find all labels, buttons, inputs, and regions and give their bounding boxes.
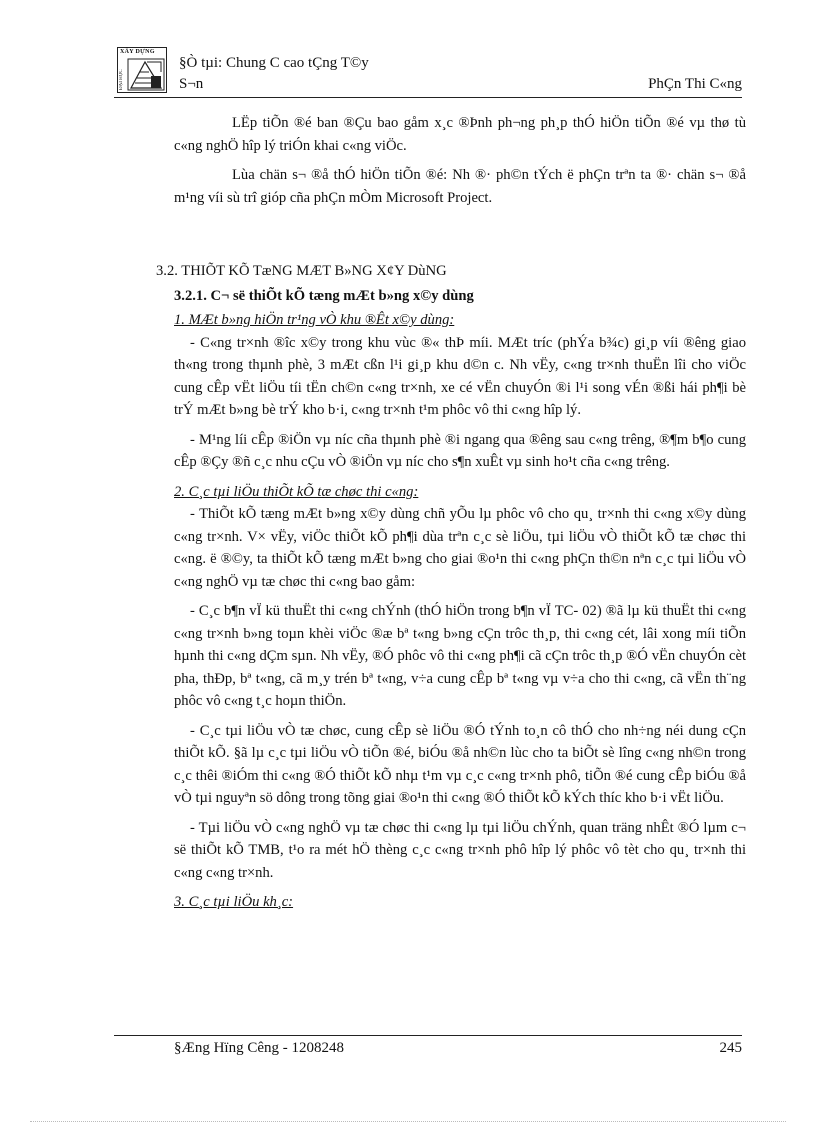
subsection-heading: 3.2.1. C¬ së thiÕt kÕ tæng mÆt b»ng x©y dùng <box>174 287 474 304</box>
item1-heading: 1. MÆt b»ng hiÖn tr¹ng vÒ khu ®Êt x©y dùng: <box>174 312 455 328</box>
header-section-name: PhÇn Thi C«ng <box>648 76 742 92</box>
item2-paragraph: - Tµi liÖu vÒ c«ng nghÖ vµ tæ chøc thi c«ng lµ tµi liÖu chÝnh, quan träng nhÊt ®Ó lµm c¬ së thiÕt kÕ TMB, t¹o ra mét hÖ thèng c¸c c«ng tr×nh phô hîp lý phôc vô tèt cho qu¸ tr×nh thi c«ng c«ng tr×nh. <box>174 819 746 881</box>
header-title-line1: §Ò tµi: Chung C cao tÇng T©y <box>179 55 369 71</box>
item3-heading: 3. C¸c tµi liÖu kh¸c: <box>174 894 294 910</box>
item2-paragraph: - C¸c tµi liÖu vÒ tæ chøc, cung cÊp sè liÖu ®Ó tÝnh to¸n cô thÓ cho nh÷ng néi dung cÇn thiÕt kÕ. §ã lµ c¸c tµi liÖu vÒ tiÕn ®é, biÓu ®å nh©n lùc cho ta biÕt sè lîng c«ng nh©n trong c¸c thêi ®iÓm thi c«ng ®Ó thiÕt kÕ nhµ t¹m vµ c¸c c«ng tr×nh phô, tiÕn ®é cung cÊp biÓu ®å vÒ tµi nguyªn sö dông trong tõng giai ®o¹n thi c«ng ®Ó thiÕt kÕ kÝch thíc kho b·i vËt liÖu. <box>174 722 746 806</box>
logo-side-text: ĐẠI HỌC <box>119 69 124 90</box>
university-logo <box>117 47 167 93</box>
document-body <box>156 112 746 914</box>
item2-paragraph: - C¸c b¶n vÏ kü thuËt thi c«ng chÝnh (thÓ hiÖn trong b¶n vÏ TC- 02) ®ã lµ kü thuËt thi c«ng c«ng tr×nh b»ng toµn khèi viÖc ®æ bª t«ng b»ng cÇn trôc th¸p, thi c«ng cét, lâi xong míi tiÕn hµnh thi c«ng dÇm sµn. Nh vËy, ®Ó phôc vô thi c«ng ph¶i cã cÇn trôc th¸p ®Ó vËn chuyÓn cèt pha, thÐp, bª t«ng, cã m¸y trén bª t«ng, v÷a cung cÊp bª t«ng vµ v÷a cho thi c«ng, cã vËn th¨ng phôc vô c«ng t¸c hoµn thiÖn. <box>174 603 746 709</box>
intro-paragraph-1: LËp tiÕn ®é ban ®Çu bao gåm x¸c ®Þnh ph¬ng ph¸p thÓ hiÖn tiÕn ®é vµ thø tù c«ng nghÖ hîp lý triÓn khai c«ng viÖc. <box>174 115 746 154</box>
logo-text: XÂY DỰNG <box>120 49 155 55</box>
page-bottom-edge <box>30 1121 786 1122</box>
item2-heading: 2. C¸c tµi liÖu thiÕt kÕ tæ chøc thi c«ng: <box>174 483 419 500</box>
item2-paragraph: - ThiÕt kÕ tæng mÆt b»ng x©y dùng chñ yÕu lµ phôc vô cho qu¸ tr×nh thi c«ng x©y dùng c«ng tr×nh. V× vËy, viÖc thiÕt kÕ ph¶i dùa trªn c¸c sè liÖu, tµi liÖu vÒ thiÕt kÕ tæ chøc thi c«ng. ë ®©y, ta thiÕt kÕ tæng mÆt b»ng cho giai ®o¹n thi c«ng phÇn th©n nªn c¸c tµi liÖu vÒ c«ng nghÖ vµ tæ chøc thi c«ng bao gåm: <box>174 506 746 590</box>
intro-paragraph-2: Lùa chän s¬ ®å thÓ hiÖn tiÕn ®é: Nh ®· ph©n tÝch ë phÇn trªn ta ®· chän s¬ ®å m¹ng víi sù trî gióp cña phÇn mÒm Microsoft Project. <box>174 167 746 206</box>
item1-paragraph: - C«ng tr×nh ®îc x©y trong khu vùc ®« thÞ míi. MÆt tríc (phÝa b¾c) gi¸p víi ®êng giao th«ng trong thµnh phè, 3 mÆt cßn l¹i gi¸p khu d©n c. Nh vËy, c«ng tr×nh thuËn lîi cho viÖc cung cÊp vËt liÖu tíi tËn ch©n c«ng tr×nh, xe cé vËn chuyÓn ®i l¹i song vÉn ®ßi hái ph¶i bè trÝ mÆt b»ng bè trÝ kho b·i, c«ng tr×nh t¹m phôc vô thi c«ng hîp lý. <box>174 334 746 418</box>
footer-author: §Æng Hïng Cêng - 1208248 <box>174 1040 344 1056</box>
page-number: 245 <box>719 1040 742 1056</box>
section-heading: 3.2. THIÕT KÕ TæNG MÆT B»NG X¢Y DùNG <box>156 263 447 279</box>
logo-emblem-icon <box>127 58 165 91</box>
footer-divider <box>114 1035 742 1036</box>
header-title-line2: S¬n <box>179 76 204 92</box>
header-divider <box>114 97 742 98</box>
item1-paragraph: - M¹ng líi cÊp ®iÖn vµ níc cña thµnh phè ®i ngang qua ®êng sau c«ng trêng, ®¶m b¶o cung cÊp ®Çy ®ñ c¸c nhu cÇu vÒ ®iÖn vµ níc cho s¶n xuÊt vµ sinh ho¹t cña c«ng trêng. <box>174 431 746 470</box>
